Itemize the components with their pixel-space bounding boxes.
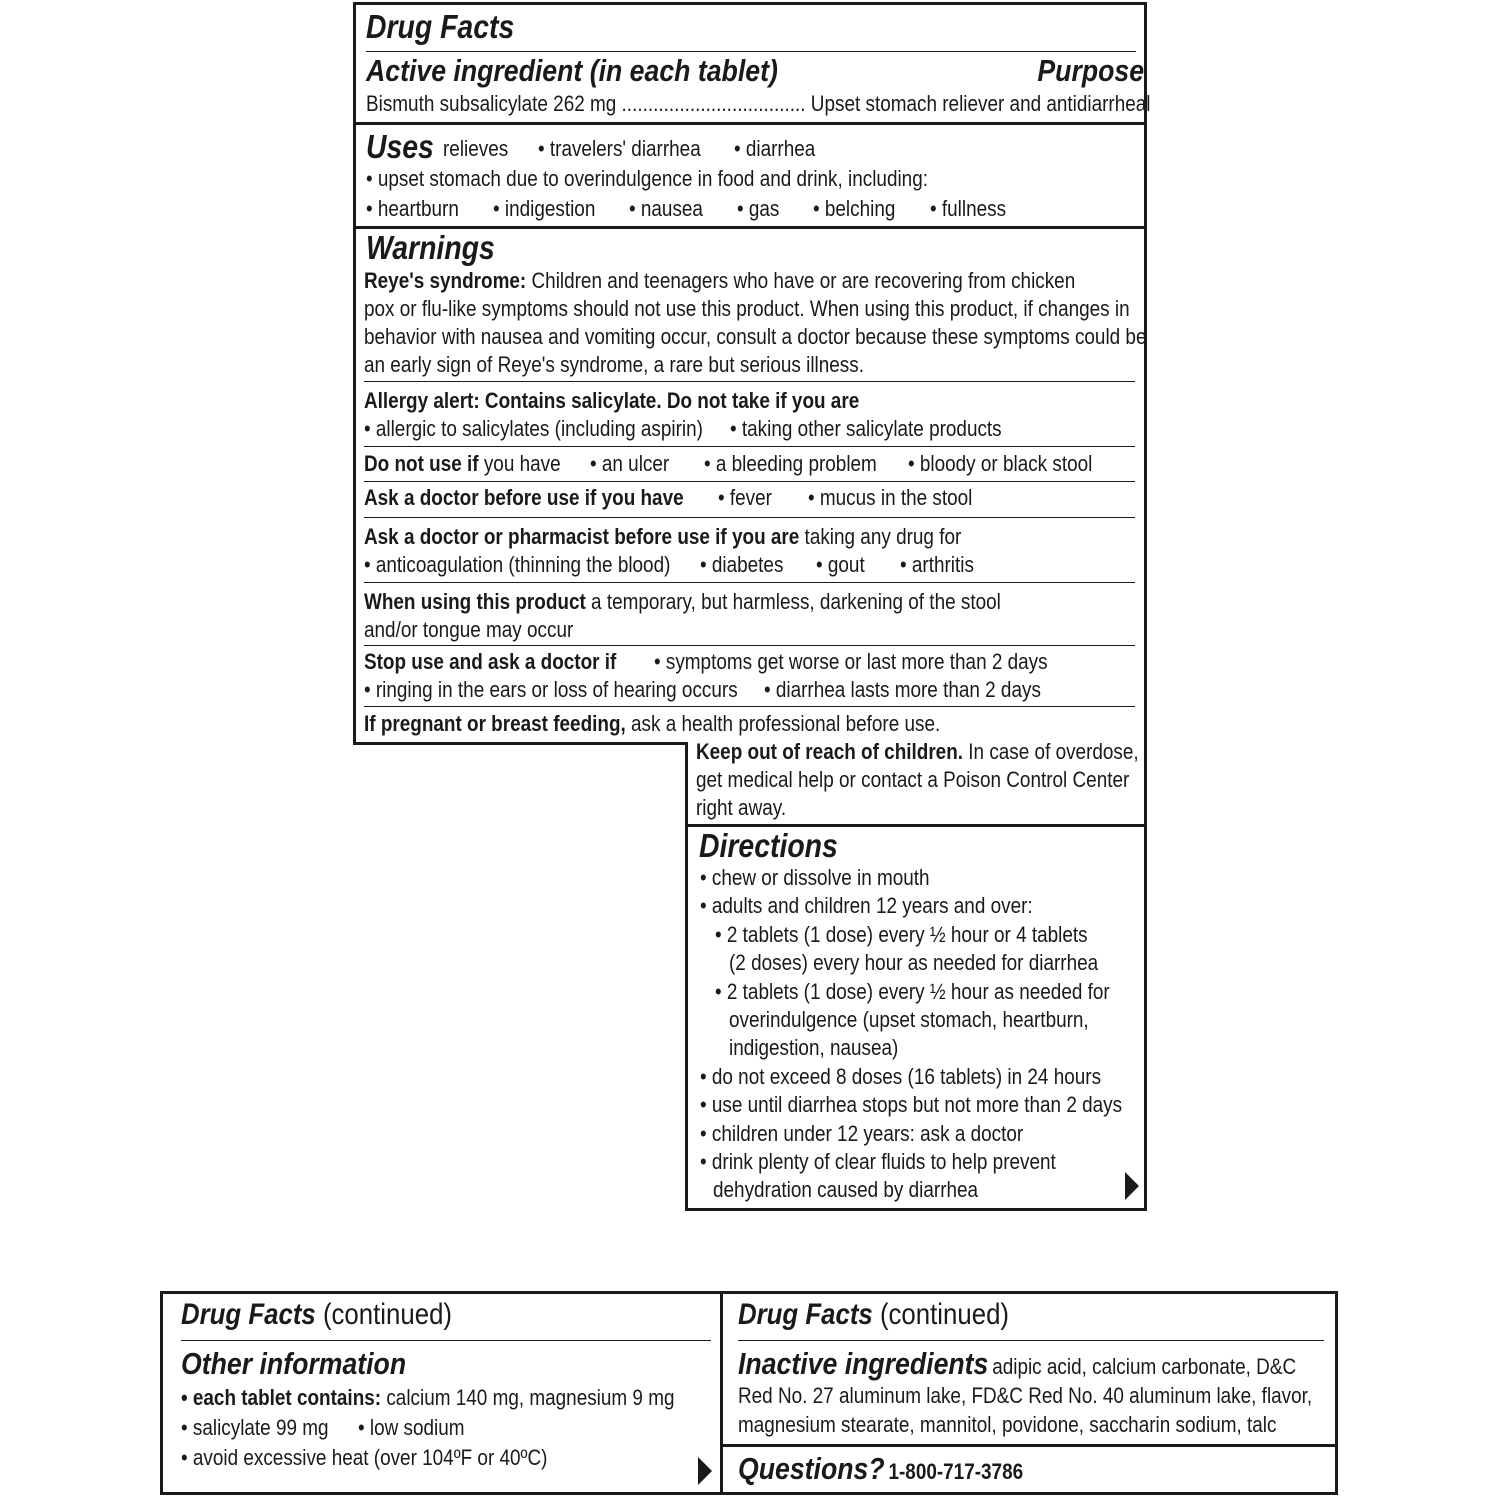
- each-tablet-label: • each tablet contains:: [181, 1385, 382, 1410]
- do-not-use-item: • bloody or black stool: [908, 451, 1093, 476]
- other-info-item: • low sodium: [358, 1415, 465, 1440]
- uses-item: • indigestion: [493, 196, 596, 221]
- uses-item: • fullness: [930, 196, 1007, 221]
- ask-pharmacist-item: • arthritis: [900, 552, 974, 577]
- active-ingredient-heading: Active ingredient (in each tablet): [366, 53, 778, 88]
- uses-line: • upset stomach due to overindulgence in food and drink, including:: [366, 166, 928, 191]
- reye-label: Reye's syndrome:: [364, 268, 527, 293]
- continued-title: [181, 1296, 452, 1334]
- allergy-item: • taking other salicylate products: [730, 416, 1002, 441]
- directions-subitem: (2 doses) every hour as needed for diarrhea: [729, 950, 1099, 975]
- panel-title: Drug Facts: [366, 8, 515, 45]
- keep-out-text: right away.: [696, 795, 787, 820]
- inactive-text: magnesium stearate, mannitol, povidone, saccharin sodium, talc: [738, 1412, 1277, 1437]
- continue-arrow-icon: [1125, 1172, 1139, 1200]
- uses-item: • heartburn: [366, 196, 459, 221]
- do-not-use-item: • a bleeding problem: [704, 451, 877, 476]
- directions-subitem: indigestion, nausea): [729, 1035, 899, 1060]
- do-not-use-line: [364, 450, 561, 478]
- directions-subitem: overindulgence (upset stomach, heartburn,: [729, 1007, 1089, 1032]
- other-info-line: [181, 1384, 674, 1412]
- when-using-label: When using this product: [364, 589, 586, 614]
- reye-line: [364, 267, 1075, 295]
- ask-pharmacist-item: • diabetes: [700, 552, 784, 577]
- ingredient-name: Bismuth subsalicylate 262 mg: [366, 91, 617, 116]
- questions-label: Questions?: [738, 1451, 885, 1486]
- inactive-text: adipic acid, calcium carbonate, D&C: [992, 1354, 1297, 1379]
- stop-use-item: • symptoms get worse or last more than 2 days: [654, 649, 1048, 674]
- keep-out-text: In case of overdose,: [968, 739, 1139, 764]
- ask-doctor-label: Ask a doctor before use if you have: [364, 485, 684, 510]
- reye-text: behavior with nausea and vomiting occur, consult a doctor because these symptoms could be: [364, 324, 1147, 349]
- purpose-heading: Purpose: [1037, 53, 1145, 88]
- other-info-item: • salicylate 99 mg: [181, 1415, 329, 1440]
- warnings-heading: Warnings: [366, 229, 495, 266]
- reye-text: Children and teenagers who have or are recovering from chicken: [531, 268, 1076, 293]
- ask-pharmacist-item: • gout: [816, 552, 865, 577]
- continue-arrow-icon: [698, 1457, 712, 1485]
- allergy-item: • allergic to salicylates (including aspirin): [364, 416, 703, 441]
- directions-subitem: • 2 tablets (1 dose) every ½ hour as needed for: [715, 979, 1110, 1004]
- questions-line: [738, 1450, 1023, 1494]
- allergy-alert-label: Allergy alert: Contains salicylate. Do not take if you are: [364, 388, 860, 413]
- stop-use-item: • ringing in the ears or loss of hearing occurs: [364, 677, 738, 702]
- stop-use-label: Stop use and ask a doctor if: [364, 649, 617, 674]
- panel-title: Drug Facts: [738, 1298, 873, 1331]
- reye-text: an early sign of Reye's syndrome, a rare but serious illness.: [364, 352, 864, 377]
- each-tablet-text: calcium 140 mg, magnesium 9 mg: [386, 1385, 675, 1410]
- directions-item: dehydration caused by diarrhea: [713, 1177, 979, 1202]
- uses-item: • diarrhea: [734, 136, 816, 161]
- ask-doctor-item: • mucus in the stool: [808, 485, 973, 510]
- stop-use-item: • diarrhea lasts more than 2 days: [764, 677, 1041, 702]
- continued-title: [738, 1296, 1009, 1334]
- do-not-use-text: you have: [483, 451, 561, 476]
- directions-heading: Directions: [699, 827, 838, 864]
- keep-out-line: [696, 738, 1139, 766]
- keep-out-label: Keep out of reach of children.: [696, 739, 964, 764]
- uses-item: • travelers' diarrhea: [538, 136, 701, 161]
- uses-item: • gas: [737, 196, 780, 221]
- directions-item: • adults and children 12 years and over:: [700, 893, 1033, 918]
- directions-item: • do not exceed 8 doses (16 tablets) in 24 hours: [700, 1064, 1102, 1089]
- continued-label: (continued): [322, 1298, 453, 1331]
- panel-title: Drug Facts: [181, 1298, 316, 1331]
- phone-number[interactable]: 1-800-717-3786: [888, 1459, 1024, 1484]
- when-using-line: [364, 588, 1001, 616]
- directions-item: • use until diarrhea stops but not more than 2 days: [700, 1092, 1123, 1117]
- do-not-use-label: Do not use if: [364, 451, 479, 476]
- pregnant-text: ask a health professional before use.: [631, 711, 941, 736]
- inactive-text: Red No. 27 aluminum lake, FD&C Red No. 40 aluminum lake, flavor,: [738, 1383, 1313, 1408]
- when-using-text: and/or tongue may occur: [364, 617, 574, 642]
- directions-item: • drink plenty of clear fluids to help prevent: [700, 1149, 1056, 1174]
- directions-item: • children under 12 years: ask a doctor: [700, 1121, 1024, 1146]
- pregnant-label: If pregnant or breast feeding,: [364, 711, 626, 736]
- ask-pharmacist-label: Ask a doctor or pharmacist before use if you are: [364, 524, 800, 549]
- reye-text: pox or flu-like symptoms should not use this product. When using this product, if changes in: [364, 296, 1130, 321]
- active-ingredient-row: [366, 90, 1150, 118]
- ask-doctor-item: • fever: [718, 485, 772, 510]
- ask-pharmacist-line: [364, 523, 961, 551]
- when-using-text: a temporary, but harmless, darkening of the stool: [591, 589, 1001, 614]
- uses-heading: Uses: [366, 128, 434, 165]
- ingredient-purpose: Upset stomach reliever and antidiarrheal: [810, 91, 1151, 116]
- directions-item: • chew or dissolve in mouth: [700, 865, 930, 890]
- directions-subitem: • 2 tablets (1 dose) every ½ hour or 4 tablets: [715, 922, 1088, 947]
- keep-out-text: get medical help or contact a Poison Control Center: [696, 767, 1130, 792]
- uses-item: • nausea: [629, 196, 703, 221]
- do-not-use-item: • an ulcer: [590, 451, 670, 476]
- other-info-item: • avoid excessive heat (over 104ºF or 40ºC): [181, 1445, 548, 1470]
- continued-label: (continued): [879, 1298, 1010, 1331]
- pregnant-line: [364, 710, 940, 738]
- leader-dots: ...................................: [621, 91, 806, 116]
- inactive-heading: Inactive ingredients: [738, 1346, 989, 1381]
- ask-pharmacist-item: • anticoagulation (thinning the blood): [364, 552, 671, 577]
- uses-item: • belching: [813, 196, 896, 221]
- uses-intro: relieves: [443, 136, 509, 161]
- other-info-heading: Other information: [181, 1346, 407, 1381]
- ask-pharmacist-text: taking any drug for: [804, 524, 962, 549]
